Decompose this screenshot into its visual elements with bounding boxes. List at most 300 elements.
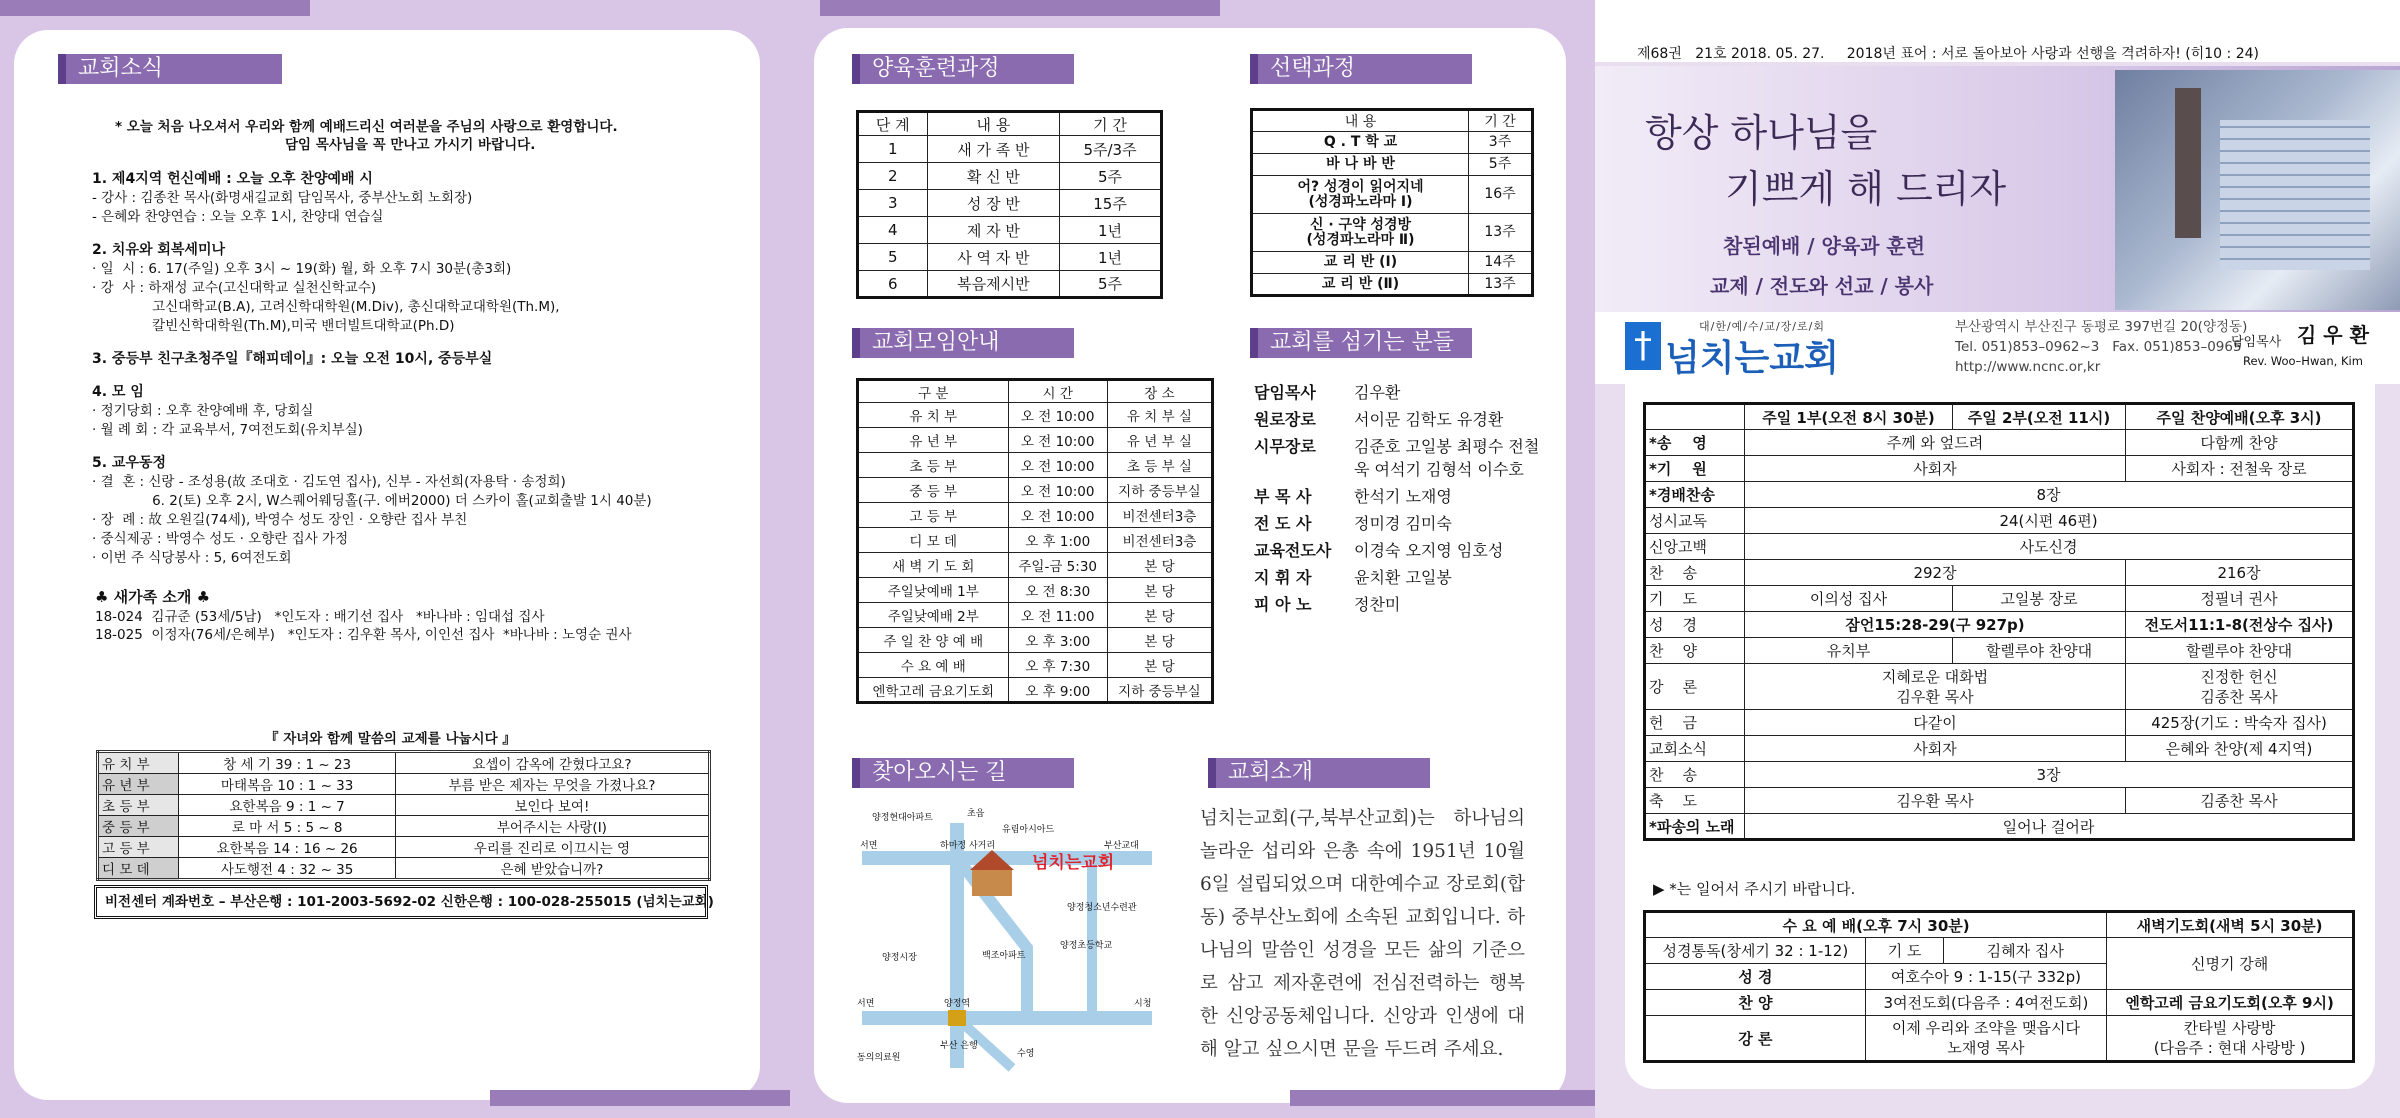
table-header [858,112,1162,136]
optional-cell: 어? 성경이 읽어지네 (성경파노라마 Ⅰ) [1252,176,1469,214]
meeting-row [858,403,1213,428]
worship-cell: 진정한 헌신 김종찬 목사 [2126,664,2354,710]
training-cell: 5주/3주 [1060,136,1162,163]
worship-label: 찬 송 [1645,560,1745,586]
pastor-english: Rev. Woo–Hwan, Kim [2243,354,2363,368]
optional-row [1252,176,1533,214]
section-title-staff: 교회를 섬기는 분들 [1250,328,1472,358]
worship-cell: 김종찬 목사 [2126,788,2354,814]
optional-row [1252,154,1533,176]
worship-label: 찬 송 [1645,762,1745,788]
worship-cell: 292장 [1745,560,2126,586]
news-line: · 정기당회 : 오후 찬양예배 후, 당회실 [92,403,314,419]
meeting-cell: 오 후 1:00 [1008,528,1107,553]
worship-cell: 사회자 : 전철욱 장로 [2126,456,2354,482]
bible-cell: 보인다 보여! [395,795,709,816]
worship-row [1645,586,2354,612]
news-list [92,170,742,582]
dawn-preacher: 신명기 강해 [2107,938,2354,990]
training-cell: 1년 [1060,244,1162,271]
wednesday-row [1645,1016,2354,1062]
wednesday-cell: 성경통독(창세기 32 : 1-12) [1645,938,1866,964]
staff-names: 이경숙 오지영 임호성 [1354,541,1504,560]
worship-label: 축 도 [1645,788,1745,814]
optional-cell: 교 리 반 (Ⅰ) [1252,252,1469,274]
news-heading: 2. 치유와 회복세미나 [92,242,225,258]
bible-row [98,752,710,774]
meeting-row [858,478,1213,503]
optional-row [1252,132,1533,154]
staff-row [1250,563,1550,590]
bible-cell: 요한복음 9 : 1 ~ 7 [179,795,395,816]
map-label: 시청 [1134,999,1152,1009]
wednesday-cell: 여호수아 9 : 1-15(구 332p) [1865,964,2106,990]
training-row [858,163,1162,190]
worship-cell: 김우환 목사 [1745,788,2126,814]
training-cell: 6 [858,271,928,298]
staff-row [1250,432,1550,482]
section-title-intro: 교회소개 [1208,758,1430,788]
map-label: 부산 은행 [940,1041,978,1051]
optional-cell: 3주 [1469,132,1533,154]
news-line: 칼빈신학대학원(Th.M),미국 밴더빌트대학교(Ph.D) [92,318,455,334]
training-cell: 확 신 반 [927,163,1059,190]
worship-row [1645,814,2354,840]
meeting-cell: 유 치 부 실 [1107,403,1212,428]
map-label: 양정청소년수련관 [1067,903,1137,913]
meeting-cell: 오 전 10:00 [1008,403,1107,428]
staff-row [1250,590,1550,617]
news-item [92,454,742,568]
staff-list [1250,378,1550,617]
header-cell: 구 분 [858,380,1009,403]
worship-cell: 24(시편 46편) [1745,508,2354,534]
training-cell: 성 장 반 [927,190,1059,217]
table-header [1645,912,2354,938]
map-label: 유림아시아드 [1002,825,1055,835]
worship-cell: 8장 [1745,482,2354,508]
training-cell: 5주 [1060,271,1162,298]
news-line: · 결 혼 : 신랑 - 조성용(故 조대호 · 김도연 집사), 신부 - 자선희(자용탁 · 송정희) [92,474,566,490]
staff-row [1250,482,1550,509]
news-line: 고신대학교(B.A), 고려신학대학원(M.Div), 총신대학교대학원(Th.M), [92,299,560,315]
church-name: 넘치는교회 [1665,338,1839,379]
worship-label: *경배찬송 [1645,482,1745,508]
worship-row [1645,664,2354,710]
news-item [92,170,742,227]
training-cell: 1년 [1060,217,1162,244]
meeting-cell: 비전센터3층 [1107,503,1212,528]
worship-order-table [1643,402,2355,841]
newcomer-title: ♣ 새가족 소개 ♣ [95,588,211,606]
meeting-cell: 오 전 10:00 [1008,478,1107,503]
worship-label: 기 도 [1645,586,1745,612]
bible-cell: 우리를 진리로 이끄시는 영 [395,837,709,858]
training-cell: 새 가 족 반 [927,136,1059,163]
worship-label: *송 영 [1645,430,1745,456]
header-cell [1645,404,1745,430]
meeting-cell: 디 모 데 [858,528,1009,553]
meeting-cell: 본 당 [1107,653,1212,678]
bible-title: 『 자녀와 함께 말씀의 교제를 나눕시다 』 [265,731,516,747]
meeting-cell: 주일낮예배 1부 [858,578,1009,603]
meeting-cell: 초 등 부 [858,453,1009,478]
worship-row [1645,456,2354,482]
meeting-cell: 본 당 [1107,553,1212,578]
meeting-cell: 오 전 8:30 [1008,578,1107,603]
worship-label: 성 경 [1645,612,1745,638]
map-label: 초읍 [967,809,985,819]
bible-cell: 유 치 부 [98,752,179,774]
meeting-cell: 오 전 10:00 [1008,453,1107,478]
worship-cell: 사회자 [1745,456,2126,482]
worship-label: 신앙고백 [1645,534,1745,560]
newcomer-1: 18-024 김규준 (53세/5남) *인도자 : 배기선 집사 *바나바 : 임대섭 집사 [95,609,545,625]
panel-programs [790,0,1595,1118]
map-label: 양정역 [944,999,971,1009]
meeting-cell: 본 당 [1107,628,1212,653]
church-building-icon [972,868,1012,896]
meeting-cell: 엔학고레 금요기도회 [858,678,1009,703]
meeting-row [858,678,1213,703]
meeting-cell: 오 후 7:30 [1008,653,1107,678]
address-line: 부산광역시 부산진구 동평로 397번길 20(양정동) [1955,319,2248,335]
bible-cell: 유 년 부 [98,774,179,795]
optional-cell: 16주 [1469,176,1533,214]
optional-cell: Q . T 학 교 [1252,132,1469,154]
staff-names: 김우환 [1354,383,1401,402]
meeting-cell: 지하 중등부실 [1107,678,1212,703]
worship-row [1645,612,2354,638]
news-item [92,383,742,440]
meeting-cell: 중 등 부 [858,478,1009,503]
news-heading: 3. 중등부 친구초청주일『해피데이』: 오늘 오전 10시, 중등부실 [92,351,493,367]
slogan-line-2: 기쁘게 해 드리자 [1725,167,2007,211]
training-cell: 3 [858,190,928,217]
meeting-row [858,578,1213,603]
motto-line-2: 교제 / 전도와 선교 / 봉사 [1710,274,1934,298]
staff-names: 서이문 김학도 유경환 [1354,410,1504,429]
staff-role: 교육전도사 [1254,541,1332,560]
worship-cell: 일어나 걸어라 [1745,814,2354,840]
meeting-cell: 오 후 3:00 [1008,628,1107,653]
header-cell: 내 용 [927,112,1059,136]
meeting-cell: 지하 중등부실 [1107,478,1212,503]
meeting-cell: 초 등 부 실 [1107,453,1212,478]
table-header [1645,404,2354,430]
meeting-cell: 수 요 예 배 [858,653,1009,678]
church-building-image [2115,70,2400,310]
worship-cell: 고일봉 장로 [1952,586,2125,612]
news-line: - 은혜와 찬양연습 : 오늘 오후 1시, 찬양대 연습실 [92,209,384,225]
header-cell: 기 간 [1060,112,1162,136]
optional-cell: 교 리 반 (Ⅱ) [1252,274,1469,296]
news-item [92,241,742,336]
news-heading: 4. 모 임 [92,384,144,400]
wednesday-table [1643,910,2355,1063]
meeting-cell: 유 치 부 [858,403,1009,428]
header-cell: 내 용 [1252,110,1469,132]
training-row [858,271,1162,298]
section-title-training: 양육훈련과정 [852,54,1074,84]
worship-cell: 사도신경 [1745,534,2354,560]
staff-names: 윤치환 고일봉 [1354,568,1452,587]
bible-cell: 사도행전 4 : 32 ~ 35 [179,858,395,880]
worship-cell: 정필녀 권사 [2126,586,2354,612]
training-cell: 사 역 자 반 [927,244,1059,271]
section-title-optional: 선택과정 [1250,54,1472,84]
staff-role: 지 휘 자 [1254,568,1312,587]
staff-names: 김준호 고일봉 최평수 전철욱 여석기 김형석 이수호 [1354,437,1540,479]
news-line: · 중식제공 : 박영수 성도 · 오향란 집사 가정 [92,531,349,547]
meetings-table [856,378,1214,704]
worship-row [1645,560,2354,586]
worship-cell: 전도서11:1-8(전상수 집사) [2126,612,2354,638]
staff-row [1250,536,1550,563]
newcomer-2: 18-025 이정자(76세/은혜부) *인도자 : 김우환 목사, 이인선 집사 *바나바 : 노영순 권사 [95,627,632,643]
training-table [856,110,1163,299]
meeting-cell: 유 년 부 실 [1107,428,1212,453]
meeting-cell: 오 후 9:00 [1008,678,1107,703]
wednesday-cell: 기 도 [1865,938,1944,964]
bible-cell: 로 마 서 5 : 5 ~ 8 [179,816,395,837]
news-line: - 강사 : 김종찬 목사(화명새길교회 담임목사, 중부산노회 노회장) [92,190,473,206]
optional-cell: 5주 [1469,154,1533,176]
meeting-row [858,628,1213,653]
training-cell: 4 [858,217,928,244]
optional-cell: 바 나 바 반 [1252,154,1469,176]
meeting-row [858,503,1213,528]
staff-role: 피 아 노 [1254,595,1312,614]
training-row [858,244,1162,271]
worship-cell: 다함께 찬양 [2126,430,2354,456]
staff-role: 담임목사 [1254,383,1316,402]
wednesday-cell: 김혜자 집사 [1944,938,2107,964]
optional-cell: 14주 [1469,252,1533,274]
website-link[interactable]: http://www.ncnc.or,kr [1955,359,2101,375]
pastor-name: 김 우 환 [2297,323,2369,347]
panel-church-news [0,0,790,1118]
wednesday-label: 강 론 [1645,1016,1866,1062]
meeting-cell: 주 일 찬 양 예 배 [858,628,1009,653]
bible-cell: 창 세 기 39 : 1 ~ 23 [179,752,395,774]
wednesday-label: 성 경 [1645,964,1866,990]
meeting-cell: 유 년 부 [858,428,1009,453]
worship-row [1645,762,2354,788]
staff-row [1250,378,1550,405]
training-cell: 5주 [1060,163,1162,190]
training-cell: 1 [858,136,928,163]
meeting-cell: 비전센터3층 [1107,528,1212,553]
optional-cell: 신 · 구약 성경방 (성경파노라마 Ⅱ) [1252,214,1469,252]
staff-role: 원로장로 [1254,410,1316,429]
meeting-row [858,603,1213,628]
account-text: 비전센터 계좌번호 – 부산은행 : 101-2003-5692-02 신한은행 : 100-028-255015 (넘치는교회) [105,894,714,910]
news-line: · 장 례 : 故 오원길(74세), 박영수 성도 장인 · 오향란 집사 부친 [92,512,468,528]
meeting-row [858,428,1213,453]
table-header [1252,110,1533,132]
training-cell: 5 [858,244,928,271]
worship-row [1645,482,2354,508]
map-label: 수영 [1017,1049,1035,1059]
bible-cell: 부어주시는 사랑(Ⅰ) [395,816,709,837]
news-line: · 강 사 : 하재성 교수(고신대학교 실천신학교수) [92,280,377,296]
worship-row [1645,638,2354,664]
motto-line-1: 참된예배 / 양육과 훈련 [1723,234,1926,258]
map-label: 양정초등학교 [1060,941,1113,951]
worship-cell: 사회자 [1745,736,2126,762]
bible-cell: 은혜 받았습니까? [395,858,709,880]
location-map [852,798,1162,1078]
news-line: · 이번 주 식당봉사 : 5, 6여전도회 [92,550,292,566]
worship-cell: 은혜와 찬양(제 4지역) [2126,736,2354,762]
news-heading: 5. 교우동정 [92,455,167,471]
staff-role: 시무장로 [1254,437,1316,456]
worship-label: *기 원 [1645,456,1745,482]
map-label: 부산교대 [1104,841,1139,851]
worship-cell: 이의성 집사 [1745,586,1953,612]
worship-cell: 유치부 [1745,638,1953,664]
meeting-cell: 본 당 [1107,603,1212,628]
map-label: 서면 [860,841,878,851]
welcome-line-1: * 오늘 처음 나오셔서 우리와 함께 예배드리신 여러분을 주님의 사랑으로 환영합니다. [115,119,618,135]
worship-cell: 다같이 [1745,710,2126,736]
map-label: 양정현대아파트 [872,813,933,823]
subway-station-icon [948,1010,966,1026]
wednesday-row [1645,990,2354,1016]
staff-names: 정미경 김미숙 [1354,514,1452,533]
staff-role: 전 도 사 [1254,514,1312,533]
training-cell: 복음제시반 [927,271,1059,298]
worship-label: 강 론 [1645,664,1745,710]
map-label: 동의의료원 [857,1053,901,1063]
staff-role: 부 목 사 [1254,487,1312,506]
training-row [858,190,1162,217]
worship-row [1645,736,2354,762]
staff-names: 정찬미 [1354,595,1401,614]
bible-row [98,774,710,795]
training-row [858,217,1162,244]
meeting-cell: 오 전 10:00 [1008,428,1107,453]
training-cell: 15주 [1060,190,1162,217]
bible-row [98,837,710,858]
bible-cell: 부름 받은 제자는 무엇을 가졌나요? [395,774,709,795]
worship-label: 성시교독 [1645,508,1745,534]
header-cell: 주일 1부(오전 8시 30분) [1745,404,1953,430]
pastor-label: 담임목사 [2231,335,2282,350]
optional-cell: 13주 [1469,274,1533,296]
worship-label: 교회소식 [1645,736,1745,762]
meeting-row [858,553,1213,578]
worship-row [1645,710,2354,736]
wednesday-cell: 3여전도회(다음주 : 4여전도회) [1865,990,2106,1016]
denomination: 대/한/예/수/교/장/로/회 [1699,320,1825,333]
training-row [858,136,1162,163]
worship-row [1645,788,2354,814]
header-cell: 시 간 [1008,380,1107,403]
header-cell: 주일 찬양예배(오후 3시) [2126,404,2354,430]
worship-cell: 425장(기도 : 박숙자 집사) [2126,710,2354,736]
map-label: 양정시장 [882,953,917,963]
wednesday-cell: 이제 우리와 조약을 맺읍시다 노재영 목사 [1865,1016,2106,1062]
worship-label: 헌 금 [1645,710,1745,736]
meeting-row [858,453,1213,478]
news-line: 6. 2(토) 오후 2시, W스퀘어웨딩홀(구. 에버2000) 더 스카이 홀(교회출발 1시 40분) [92,493,652,509]
worship-cell: 주께 와 엎드려 [1745,430,2126,456]
optional-table [1250,108,1534,297]
friday-header: 엔학고레 금요기도회(오후 9시) [2107,990,2354,1016]
panel-cover [1595,0,2400,1118]
meeting-cell: 새 벽 기 도 회 [858,553,1009,578]
worship-cell: 216장 [2126,560,2354,586]
meeting-row [858,528,1213,553]
optional-row [1252,274,1533,296]
worship-cell: 지혜로운 대화법 김우환 목사 [1745,664,2126,710]
section-title-directions: 찾아오시는 길 [852,758,1074,788]
bible-cell: 요셉이 감옥에 갇혔다고요? [395,752,709,774]
section-title-news: 교회소식 [58,54,282,84]
staff-names: 한석기 노재영 [1354,487,1452,506]
bible-cell: 고 등 부 [98,837,179,858]
header-cell: 단 계 [858,112,928,136]
account-box [94,885,714,919]
news-line: · 월 례 회 : 각 교육부서, 7여전도회(유치부실) [92,422,363,438]
bible-cell: 디 모 데 [98,858,179,880]
worship-row [1645,430,2354,456]
meeting-cell: 오 전 11:00 [1008,603,1107,628]
worship-cell: 잠언15:28-29(구 927p) [1745,612,2126,638]
meeting-cell: 오 전 10:00 [1008,503,1107,528]
header-cell: 수 요 예 배(오후 7시 30분) [1645,912,2107,938]
meeting-cell: 고 등 부 [858,503,1009,528]
wednesday-label: 찬 양 [1645,990,1866,1016]
welcome-line-2: 담임 목사님을 꼭 만나고 가시기 바랍니다. [285,137,536,153]
optional-row [1252,214,1533,252]
bible-cell: 마태복음 10 : 1 ~ 33 [179,774,395,795]
table-header [858,380,1213,403]
bible-cell: 요한복음 14 : 16 ~ 26 [179,837,395,858]
bible-row [98,858,710,880]
worship-row [1645,534,2354,560]
meeting-cell: 본 당 [1107,578,1212,603]
worship-cell: 할렐루야 찬양대 [2126,638,2354,664]
map-label: 백조아파트 [982,951,1026,961]
friday-body: 칸타빌 사랑방 (다음주 : 현대 사랑방 ) [2107,1016,2354,1062]
issue-line: 제68권 21호 2018. 05. 27. 2018년 표어 : 서로 돌아보아 사랑과 선행을 격려하자! (히10 : 24) [1637,46,2259,62]
standing-note: ▶ *는 일어서 주시기 바랍니다. [1653,880,1856,898]
worship-label: 찬 양 [1645,638,1745,664]
staff-row [1250,509,1550,536]
map-label: 서면 [857,999,875,1009]
meeting-cell: 주일-금 5:30 [1008,553,1107,578]
map-label: 하마정 사거리 [940,841,996,851]
meeting-cell: 주일낮예배 2부 [858,603,1009,628]
worship-cell: 할렐루야 찬양대 [1952,638,2125,664]
slogan-line-1: 항상 하나님을 [1645,111,1878,155]
meeting-row [858,653,1213,678]
optional-row [1252,252,1533,274]
news-line: · 일 시 : 6. 17(주일) 오후 3시 ~ 19(화) 월, 화 오후 7시 30분(총3회) [92,261,512,277]
worship-cell: 3장 [1745,762,2354,788]
worship-label: *파송의 노래 [1645,814,1745,840]
bible-cell: 중 등 부 [98,816,179,837]
section-title-meetings: 교회모임안내 [852,328,1074,358]
training-cell: 2 [858,163,928,190]
bible-table [96,750,711,881]
header-cell: 새벽기도회(새벽 5시 30분) [2107,912,2354,938]
phone-line: Tel. 051)853–0962~3 Fax. 051)853–0965 [1955,339,2242,355]
wednesday-row [1645,938,2354,964]
